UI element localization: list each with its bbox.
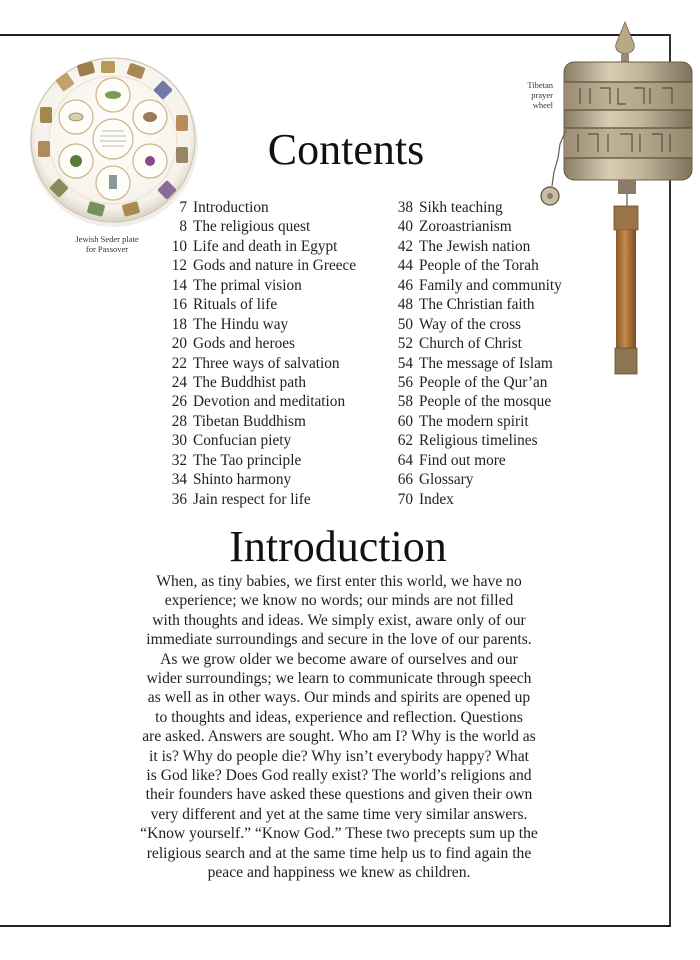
- toc-entry-title: Find out more: [419, 451, 506, 469]
- toc-entry[interactable]: [386, 276, 562, 295]
- toc-page-number: 18: [171, 315, 187, 333]
- frame-bottom-rule: [0, 925, 671, 927]
- toc-entry-title: Life and death in Egypt: [193, 237, 338, 255]
- toc-page-number: 20: [171, 335, 187, 353]
- paragraph-line: When, as tiny babies, we first enter this world, we have no: [156, 573, 522, 590]
- paragraph-line: their founders have asked these questions and given their own: [145, 786, 533, 804]
- toc-entry[interactable]: [386, 354, 562, 373]
- toc-entry[interactable]: [386, 451, 562, 470]
- toc-entry[interactable]: [160, 315, 356, 334]
- toc-page-number: 40: [397, 218, 413, 236]
- toc-page-number: 22: [171, 354, 187, 372]
- paragraph-line: are asked. Answers are sought. Who am I? Why is the world as: [142, 728, 536, 746]
- toc-entry-title: Sikh teaching: [419, 199, 503, 216]
- toc-entry[interactable]: [160, 470, 356, 489]
- paragraph-line: to thoughts and ideas, experience and reflection. Questions: [155, 708, 523, 726]
- toc-entry-title: Shinto harmony: [193, 471, 292, 489]
- toc-entry[interactable]: [160, 237, 356, 256]
- toc-page-number: 50: [397, 315, 413, 333]
- toc-entry-title: Tibetan Buddhism: [193, 412, 306, 430]
- paragraph-line: “Know yourself.” “Know God.” These two precepts sum up the: [140, 825, 538, 843]
- contents-heading: Contents: [267, 125, 425, 174]
- toc-page-number: 60: [397, 412, 413, 430]
- toc-page-number: 26: [171, 393, 187, 411]
- toc-entry[interactable]: [160, 256, 356, 275]
- toc-entry-title: Religious timelines: [419, 432, 538, 450]
- paragraph-line: wider surroundings; we learn to communicate through speech: [146, 670, 532, 688]
- toc-entry-title: Gods and nature in Greece: [193, 257, 357, 275]
- toc-column-1: [160, 198, 356, 509]
- toc-page-number: 54: [397, 354, 413, 372]
- toc-entry[interactable]: [160, 451, 356, 470]
- paragraph-line: immediate surroundings and secure in the love of our parents.: [146, 631, 532, 649]
- prayer-wheel-caption: [500, 80, 553, 110]
- toc-entry[interactable]: [386, 373, 562, 392]
- toc-page-number: 30: [171, 432, 187, 450]
- toc-entry-title: The Tao principle: [193, 451, 302, 469]
- introduction-paragraph: [108, 572, 570, 883]
- seder-plate-caption: [62, 234, 152, 254]
- toc-entry-title: The Buddhist path: [193, 373, 307, 391]
- toc-page-number: 62: [397, 432, 413, 450]
- toc-entry-title: The modern spirit: [419, 412, 529, 430]
- toc-entry-title: The message of Islam: [419, 354, 553, 372]
- toc-entry[interactable]: [160, 295, 356, 314]
- toc-entry-title: The Hindu way: [193, 315, 289, 333]
- toc-entry-title: Jain respect for life: [193, 490, 311, 508]
- toc-page-number: 64: [397, 451, 413, 469]
- toc-entry[interactable]: [386, 198, 562, 217]
- toc-entry[interactable]: [386, 237, 562, 256]
- toc-entry-title: Index: [419, 490, 454, 508]
- toc-entry-title: Rituals of life: [193, 296, 278, 314]
- toc-entry[interactable]: [386, 217, 562, 236]
- toc-entry[interactable]: [386, 392, 562, 411]
- paragraph-line: is God like? Does God really exist? The world’s religions and: [146, 767, 532, 785]
- toc-entry[interactable]: [160, 490, 356, 509]
- toc-page-number: 48: [397, 296, 413, 314]
- toc-page-number: 32: [171, 451, 187, 469]
- toc-page-number: 66: [397, 471, 413, 489]
- toc-entry-title: People of the Qur’an: [419, 373, 548, 391]
- toc-entry[interactable]: [160, 217, 356, 236]
- caption-line: prayer: [531, 90, 553, 100]
- toc-page-number: 36: [171, 490, 187, 508]
- toc-page-number: 44: [397, 257, 413, 275]
- paragraph-line: it is? Why do people die? Why isn’t everybody happy? What: [149, 747, 529, 765]
- toc-page-number: 14: [171, 276, 187, 294]
- toc-page-number: 56: [397, 373, 413, 391]
- toc-entry[interactable]: [160, 334, 356, 353]
- toc-column-2: [386, 198, 562, 509]
- paragraph-line: peace and happiness we knew as children.: [207, 864, 471, 882]
- caption-line: for Passover: [85, 244, 129, 254]
- toc-entry[interactable]: [386, 470, 562, 489]
- paragraph-line: As we grow older we become aware of ourselves and our: [160, 650, 518, 668]
- paragraph-line: very different and yet at the same time very similar answers.: [150, 805, 528, 823]
- toc-entry-title: The Jewish nation: [419, 237, 531, 255]
- toc-entry-title: Family and community: [419, 276, 562, 294]
- toc-page-number: 28: [171, 412, 187, 430]
- toc-entry[interactable]: [386, 256, 562, 275]
- toc-entry-title: The Christian faith: [419, 296, 535, 314]
- toc-page-number: 46: [397, 276, 413, 294]
- toc-entry[interactable]: [386, 431, 562, 450]
- toc-entry[interactable]: [386, 490, 562, 509]
- toc-page-number: 16: [171, 296, 187, 314]
- paragraph-line: religious search and at the same time help us to find again the: [146, 844, 532, 862]
- toc-entry-title: Church of Christ: [419, 335, 522, 353]
- toc-entry-title: The primal vision: [193, 276, 302, 294]
- toc-page-number: 7: [179, 199, 187, 216]
- toc-entry-title: Introduction: [193, 199, 269, 216]
- toc-entry[interactable]: [160, 431, 356, 450]
- toc-entry-title: The religious quest: [193, 218, 311, 236]
- paragraph-line: with thoughts and ideas. We simply exist, aware only of our: [152, 611, 526, 629]
- toc-entry[interactable]: [160, 276, 356, 295]
- toc-page-number: 58: [397, 393, 413, 411]
- toc-entry[interactable]: [160, 198, 356, 217]
- toc-entry[interactable]: [160, 373, 356, 392]
- toc-page-number: 8: [179, 218, 187, 236]
- toc-page-number: 38: [397, 199, 413, 216]
- toc-entry[interactable]: [160, 392, 356, 411]
- toc-entry-title: Gods and heroes: [193, 335, 295, 353]
- toc-page-number: 34: [171, 471, 187, 489]
- paragraph-line: experience; we know no words; our minds are not filled: [164, 592, 514, 610]
- caption-line: wheel: [532, 100, 553, 110]
- toc-entry-title: Three ways of salvation: [193, 354, 340, 372]
- toc-page-number: 42: [397, 237, 413, 255]
- toc-entry[interactable]: [160, 412, 356, 431]
- toc-entry[interactable]: [160, 354, 356, 373]
- toc-page-number: 52: [397, 335, 413, 353]
- toc-entry-title: Confucian piety: [193, 432, 292, 450]
- toc-entry-title: Devotion and meditation: [193, 393, 346, 411]
- caption-line: Jewish Seder plate: [75, 234, 139, 244]
- toc-entry[interactable]: [386, 334, 562, 353]
- toc-page-number: 70: [397, 490, 413, 508]
- toc-entry-title: People of the mosque: [419, 393, 552, 411]
- caption-line: Tibetan: [527, 80, 553, 90]
- toc-page-number: 12: [171, 257, 187, 275]
- toc-entry-title: Glossary: [419, 471, 474, 489]
- toc-entry[interactable]: [386, 315, 562, 334]
- toc-page-number: 24: [171, 373, 187, 391]
- toc-entry[interactable]: [386, 412, 562, 431]
- toc-entry[interactable]: [386, 295, 562, 314]
- paragraph-line: as well as in other ways. Our minds and spirits are opened up: [147, 689, 531, 707]
- toc-page-number: 10: [171, 237, 187, 255]
- toc-entry-title: Zoroastrianism: [419, 218, 512, 236]
- introduction-heading: Introduction: [229, 522, 447, 571]
- toc-entry-title: Way of the cross: [419, 315, 521, 333]
- toc-entry-title: People of the Torah: [419, 257, 539, 275]
